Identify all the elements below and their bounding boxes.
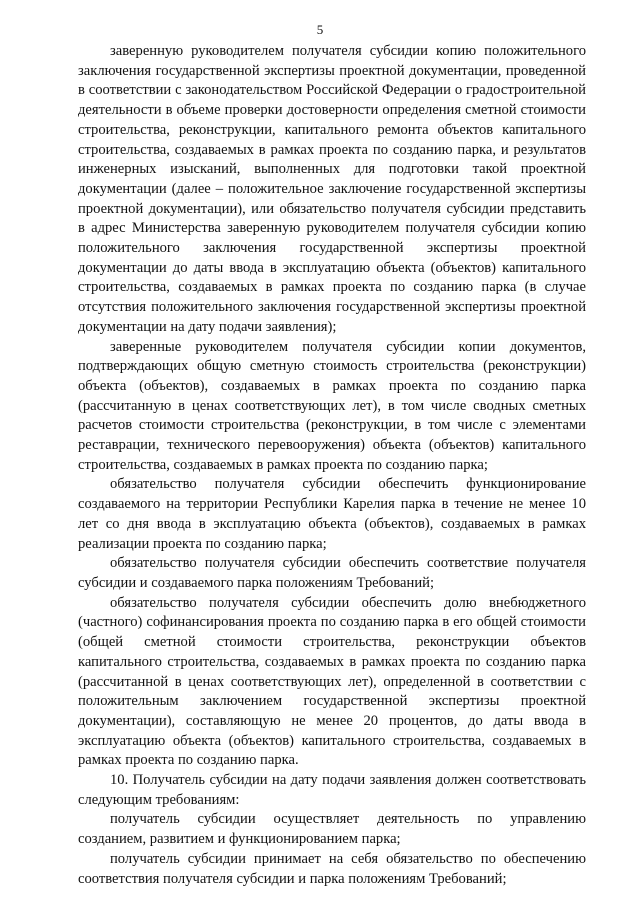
paragraph-cofinancing-obligation: обязательство получателя субсидии обеспечить долю внебюджетного (частного) софинансирования проекта по созданию парка в его общей стоимости (общей сметной стоимости строительства, реконструкции объектов капитального строительства, создаваемых в рамках проекта по созданию парка (рассчитанной в ценах соответствующих лет), определенной в соответствии с положительным заключением государственной экспертизы проектной документации), составляющую не менее 20 процентов, до даты ввода в эксплуатацию объекта (объектов) капитального строительства, создаваемых в рамках проекта по созданию парка.	[78, 594, 586, 769]
paragraph-functioning-obligation: обязательство получателя субсидии обеспечить функционирование создаваемого на территории Республики Карелия парка в течение не менее 10 лет со дня ввода в эксплуатацию объекта (объектов), создаваемых в рамках реализации проекта по созданию парка;	[78, 476, 586, 552]
paragraph-park-management: получатель субсидии осуществляет деятельность по управлению созданием, развитием и функционированием парка;	[78, 811, 586, 848]
page-number: 5	[316, 22, 324, 37]
paragraph-requirements-obligation: получатель субсидии принимает на себя обязательство по обеспечению соответствия получателя субсидии и парка положениям Требований;	[78, 850, 586, 887]
paragraph-conclusion-copy: заверенную руководителем получателя субсидии копию положительного заключения государственной экспертизы проектной документации, проведенной в соответствии с законодательством Российской Федерации о градостроительной деятельности в объеме проверки достоверности определения сметной стоимости строительства, реконструкции, капитального ремонта объектов капитального строительства, создаваемых в рамках проекта по созданию парка, и результатов инженерных изысканий, выполненных для подготовки такой проектной документации (далее – положительное заключение государственной экспертизы проектной документации), или обязательство получателя субсидии представить в адрес Министерства заверенную руководителем получателя субсидии копию положительного заключения государственной экспертизы проектной документации до даты ввода в эксплуатацию объекта (объектов) капитального строительства, создаваемых в рамках проекта по созданию парка (в случае отсутствия положительного заключения государственной экспертизы проектной документации на дату подачи заявления);	[78, 43, 586, 335]
paragraph-requirements-10: 10. Получатель субсидии на дату подачи заявления должен соответствовать следующим требованиям:	[78, 772, 586, 808]
paragraph-estimate-documents: заверенные руководителем получателя субсидии копии документов, подтверждающих общую сметную стоимость строительства (реконструкции) объекта (объектов), создаваемых в рамках проекта по созданию парка (рассчитанную в ценах соответствующих лет), в том числе сводных сметных расчетов стоимости строительства (реконструкции, в том числе с элементами реставрации, технического перевооружения) объекта (объектов) капитального строительства, создаваемых в рамках проекта по созданию парка;	[78, 338, 586, 473]
paragraph-compliance-obligation: обязательство получателя субсидии обеспечить соответствие получателя субсидии и создаваемого парка положениям Требований;	[78, 555, 586, 591]
document-body	[78, 42, 586, 889]
